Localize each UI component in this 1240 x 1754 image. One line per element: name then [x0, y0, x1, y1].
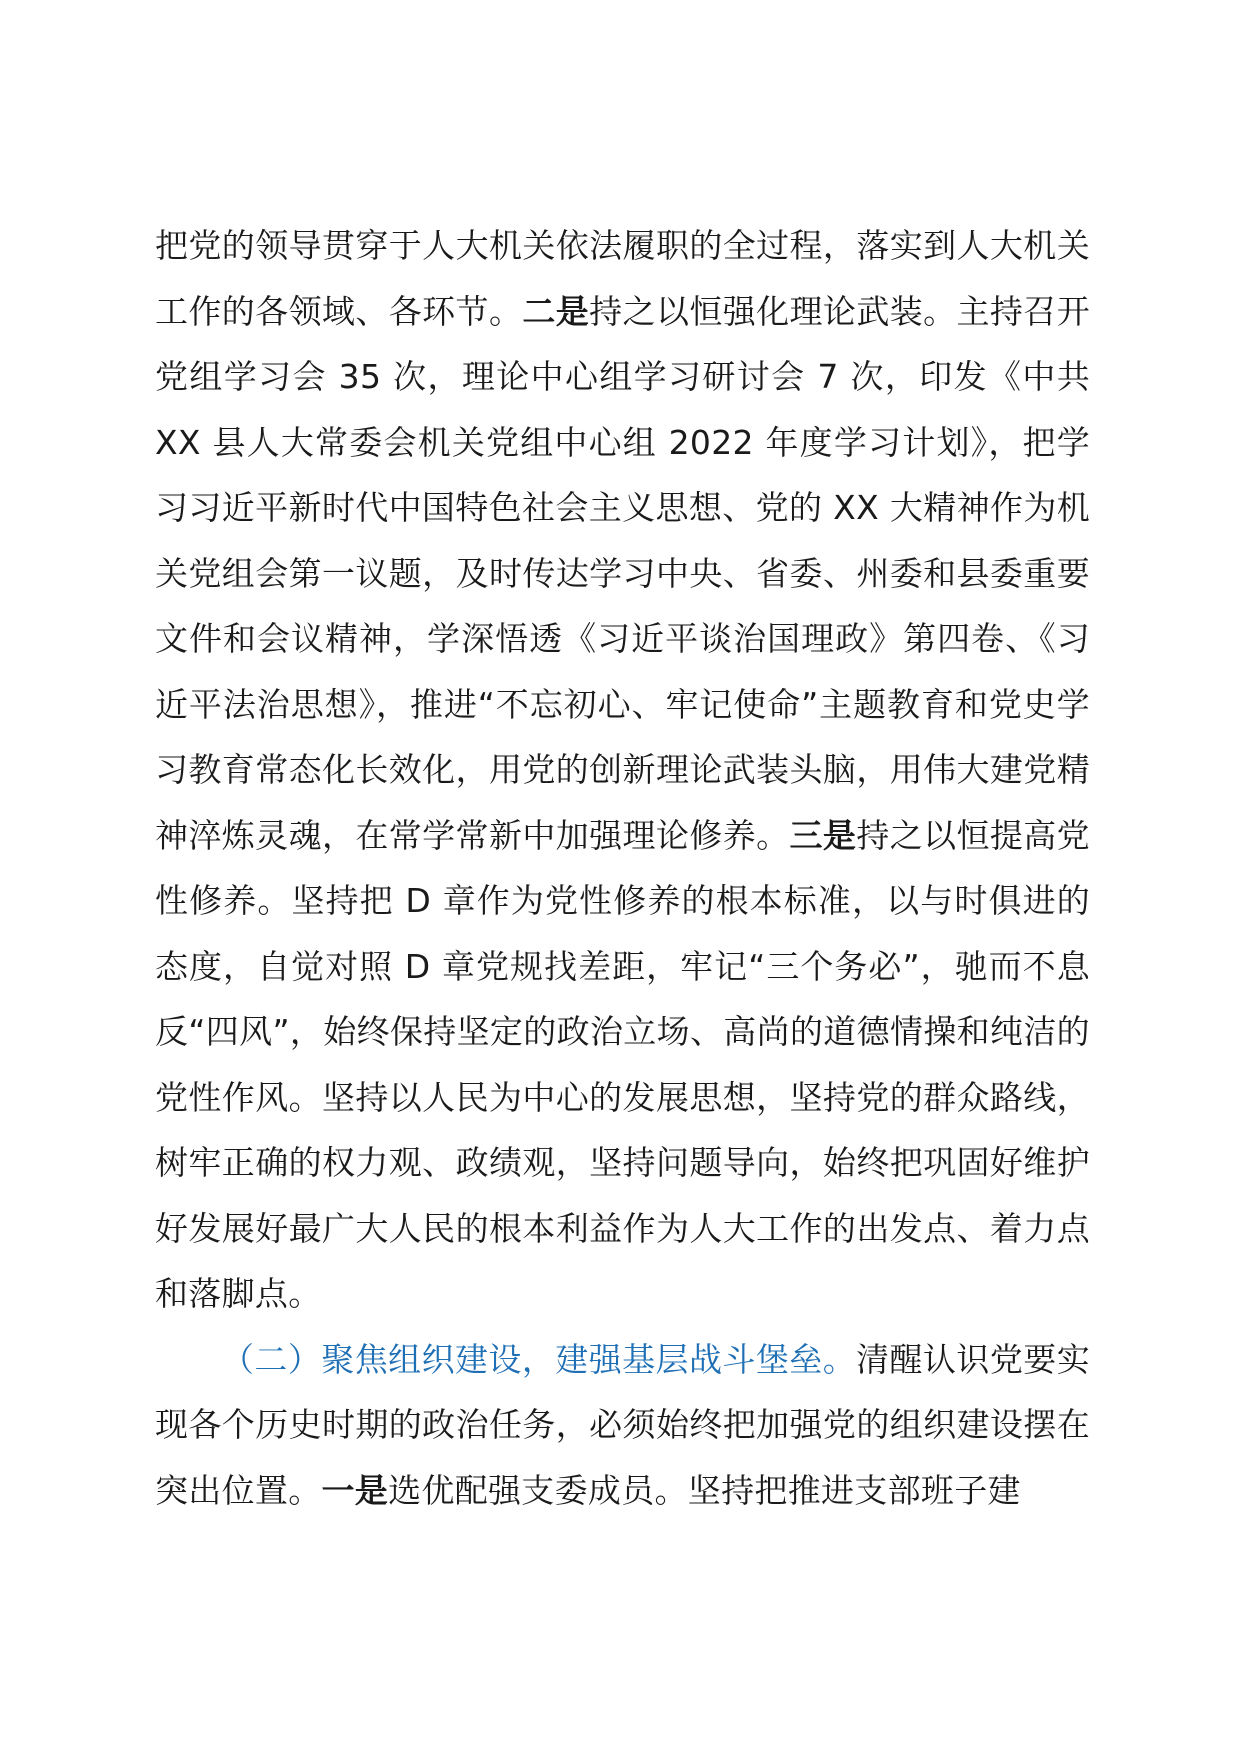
paragraph-1-text-1: 把党的领导贯穿于人大机关依法履职的全过程，落实到人大机关工作的各领域、各环节。: [155, 226, 1090, 331]
paragraph-1-text-2: 持之以恒强化理论武装。主持召开党组学习会 35 次，理论中心组学习研讨会 7 次，印发《中共 XX 县人大常委会机关党组中心组 2022 年度学习计划》，把学习习近平新时代中国特色社会主义思想、党的 XX 大精神作为机关党组会第一议题，及时传达学习中央、省委、州委和县委重要文件和会议精神，学深悟透《习近平谈治国理政》第四卷、《习近平法治思想》，推进“不忘初心、牢记使命”主题教育和党史学习教育常态化长效化，用党的创新理论武装头脑，用伟大建党精神淬炼灵魂，在常学常新中加强理论修养。: [155, 291, 1090, 855]
document-body: [155, 213, 1090, 1523]
paragraph-1: [155, 213, 1090, 1327]
paragraph-1-text-3: 持之以恒提高党性修养。坚持把 D 章作为党性修养的根本标准，以与时俱进的态度，自觉对照 D 章党规找差距，牢记“三个务必”，驰而不息反“四风”，始终保持坚定的政治立场、高尚的道德情操和纯洁的党性作风。坚持以人民为中心的发展思想，坚持党的群众路线，树牢正确的权力观、政绩观，坚持问题导向，始终把巩固好维护好发展好最广大人民的根本利益作为人大工作的出发点、着力点和落脚点。: [155, 815, 1090, 1313]
paragraph-2-text-1: 清醒认识党要实现各个历史时期的政治任务，必须始终把加强党的组织建设摆在突出位置。: [155, 1339, 1090, 1510]
paragraph-1-bold-2: 三是: [789, 815, 857, 855]
paragraph-2-text-2: 选优配强支委成员。坚持把推进支部班子建: [388, 1470, 1021, 1510]
paragraph-2-bold-1: 一是: [321, 1470, 389, 1510]
paragraph-2: [155, 1327, 1090, 1524]
paragraph-1-bold-1: 二是: [522, 291, 590, 331]
section-heading: （二）聚焦组织建设，建强基层战斗堡垒。: [221, 1339, 857, 1379]
